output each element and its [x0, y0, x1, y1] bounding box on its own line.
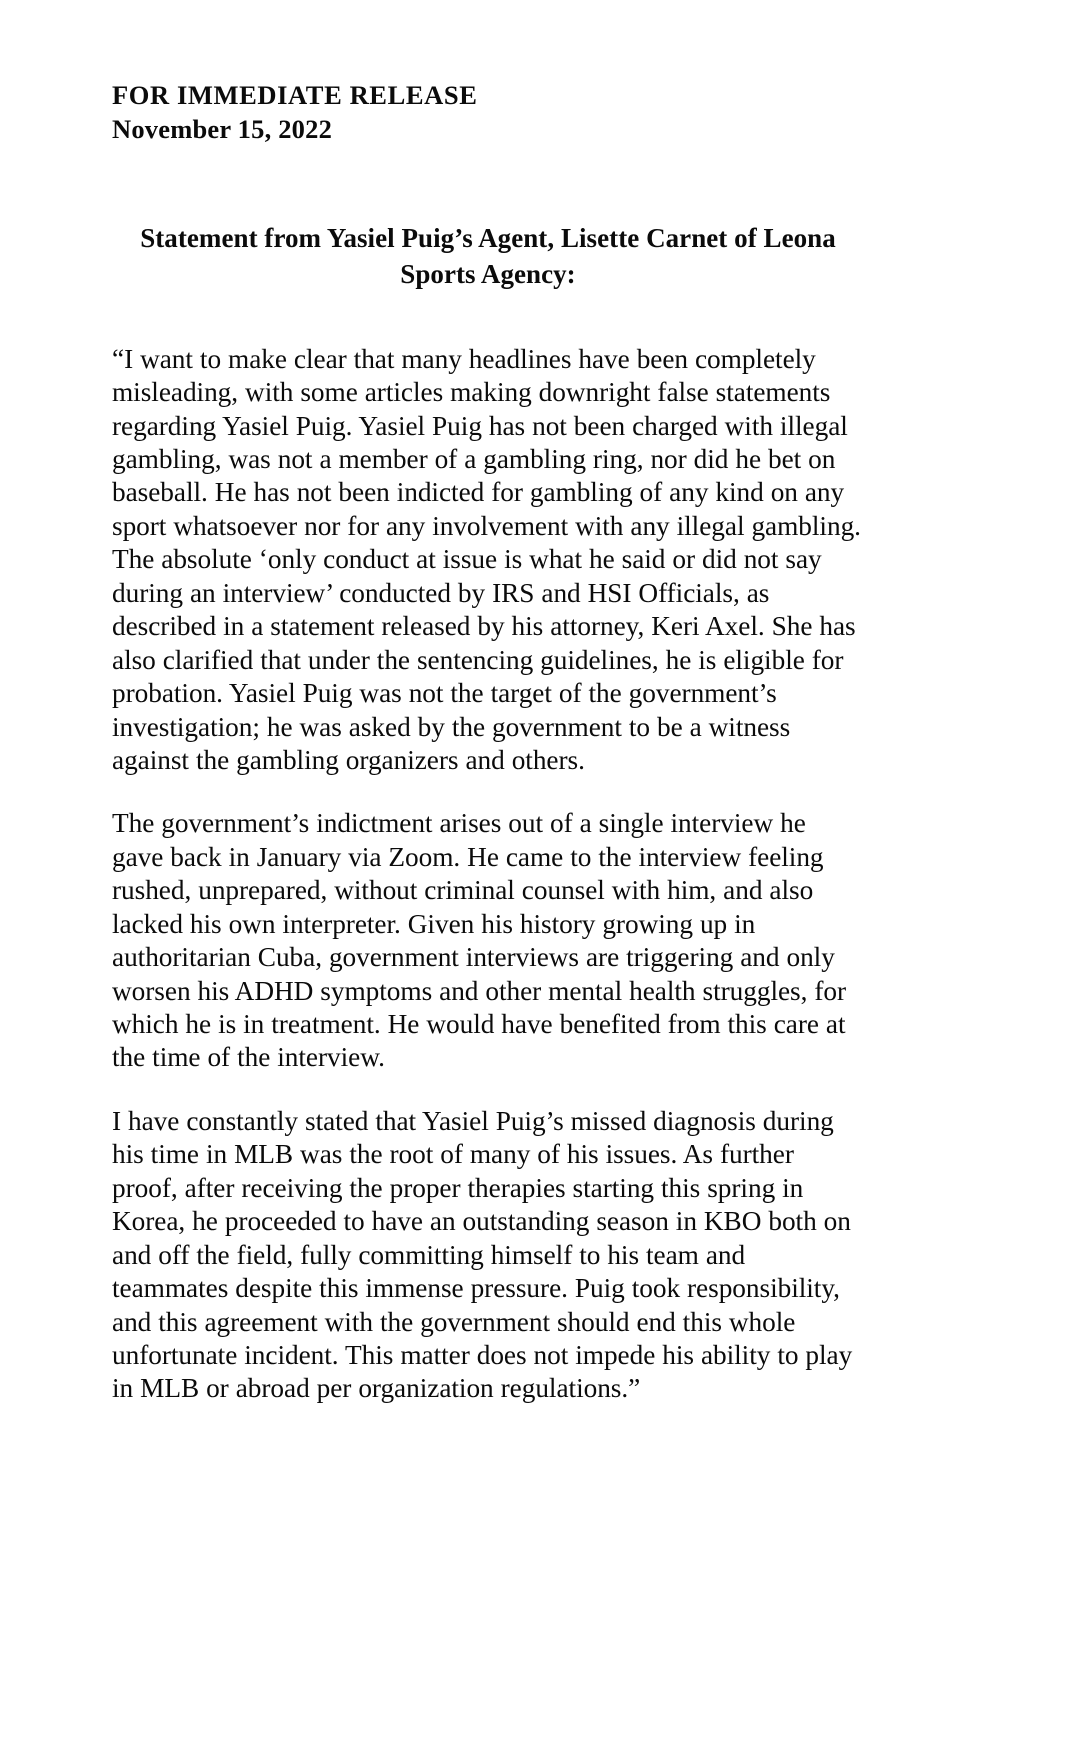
- statement-body: [112, 343, 864, 1406]
- statement-title: Statement from Yasiel Puig’s Agent, Lisette Carnet of Leona Sports Agency:: [140, 222, 836, 289]
- statement-paragraph-1: “I want to make clear that many headlines have been completely misleading, with some articles making downright false statements regarding Yasiel Puig. Yasiel Puig has not been charged with illegal gambling, was not a member of a gambling ring, nor did he bet on baseball. He has not been indicted for gambling of any kind on any sport whatsoever nor for any involvement with any illegal gambling. The absolute ‘only conduct at issue is what he said or did not say during an interview’ conducted by IRS and HSI Officials, as described in a statement released by his attorney, Keri Axel. She has also clarified that under the sentencing guidelines, he is eligible for probation. Yasiel Puig was not the target of the government’s investigation; he was asked by the government to be a witness against the gambling organizers and others.: [112, 343, 861, 775]
- release-date: November 15, 2022: [112, 114, 333, 145]
- document-content: [112, 78, 864, 1406]
- release-header: [112, 78, 864, 147]
- statement-paragraph-3: I have constantly stated that Yasiel Puig’s missed diagnosis during his time in MLB was the root of many of his issues. As further proof, after receiving the proper therapies starting this spring in Korea, he proceeded to have an outstanding season in KBO both on and off the field, fully committing himself to his team and teammates despite this immense pressure. Puig took responsibility, and this agreement with the government should end this whole unfortunate incident. This matter does not impede his ability to play in MLB or abroad per organization regulations.”: [112, 1105, 853, 1404]
- statement-paragraph-2: The government’s indictment arises out of a single interview he gave back in January via Zoom. He came to the interview feeling rushed, unprepared, without criminal counsel with him, and also lacked his own interpreter. Given his history growing up in authoritarian Cuba, government interviews are triggering and only worsen his ADHD symptoms and other mental health struggles, for which he is in treatment. He would have benefited from this care at the time of the interview.: [112, 808, 847, 1073]
- release-label: FOR IMMEDIATE RELEASE: [112, 80, 478, 110]
